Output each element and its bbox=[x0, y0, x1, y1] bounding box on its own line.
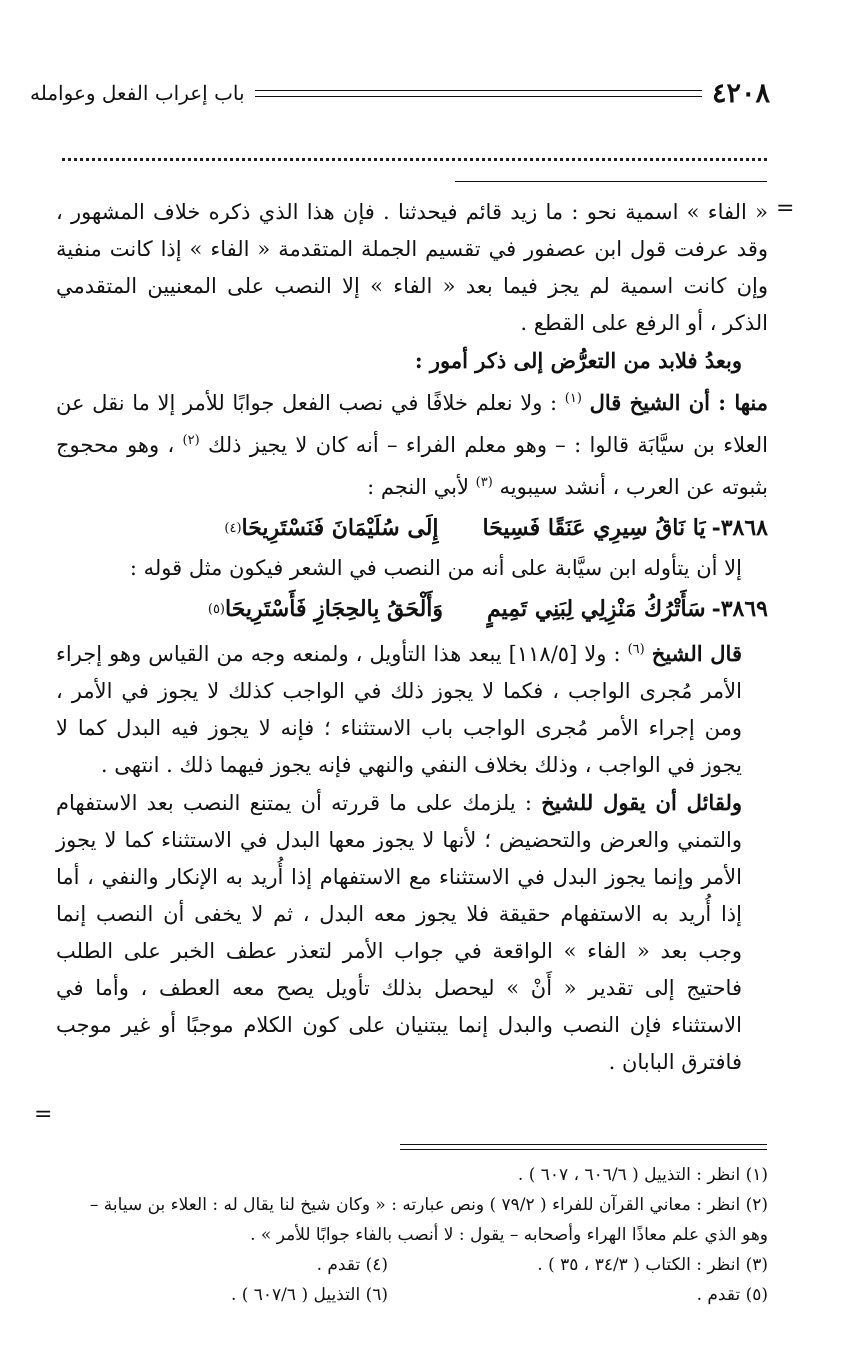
verse-3869 bbox=[56, 587, 768, 631]
verse-number: ٣٨٦٩- bbox=[711, 595, 768, 622]
paragraph-3 bbox=[56, 380, 768, 506]
footnote-ref-2: (٢) bbox=[182, 433, 200, 448]
verse-number: ٣٨٦٨- bbox=[711, 514, 768, 541]
paragraph-1: « الفاء » اسمية نحو : ما زيد قائم فيحدثنا . فإن هذا الذي ذكره خلاف المشهور ، وقد عرفت قول ابن عصفور في تقسيم الجملة المتقدمة « الفاء » إذا كانت منفية وإن كانت اسمية لم يجز فيما بعد « الفاء » إلا النصب على المعنيين المتقدمي الذكر ، أو الرفع على القطع . bbox=[56, 200, 768, 335]
main-text bbox=[56, 194, 768, 1081]
paragraph-3-text-b: ، وهو محجوج بثبوته عن العرب ، أنشد سيبويه bbox=[56, 433, 768, 499]
verse-second-hemistich: إِلَى سُلَيْمَانَ فَنَسْتَرِيحَا bbox=[241, 514, 439, 541]
paragraph-2 bbox=[56, 342, 768, 380]
footnote-6: (٦) التذييل ( ٦٠٧/٦ ) . bbox=[230, 1285, 388, 1305]
header-double-rule bbox=[255, 90, 702, 97]
verse-first-hemistich: يَا نَاقُ سِيرِي عَنَقًا فَسِيحَا bbox=[482, 514, 706, 541]
footnote-2: (٢) انظر : معاني القرآن للفراء ( ٧٩/٢ ) ونص عبارته : « وكان شيخ لنا يقال له : العلاء بن سيابة – bbox=[89, 1195, 768, 1215]
footnote-ref-5: (٥) bbox=[207, 601, 225, 617]
chapter-title: باب إعراب الفعل وعوامله bbox=[30, 81, 245, 105]
paragraph-4: إلا أن يتأوله ابن سيَّابة على أنه من النصب في الشعر فيكون مثل قوله : bbox=[129, 556, 742, 580]
footnote-ref-3: (٣) bbox=[475, 475, 493, 490]
paragraph-5 bbox=[56, 631, 768, 784]
paragraph-6-lead: ولقائل أن يقول للشيخ bbox=[541, 790, 742, 815]
paragraph-3-text-c: لأبي النجم : bbox=[367, 475, 476, 499]
footnote-ref-4: (٤) bbox=[224, 520, 242, 536]
continuation-mark-bottom: = bbox=[34, 1102, 53, 1127]
footnote-ref-1: (١) bbox=[564, 391, 582, 406]
section-rule bbox=[455, 181, 767, 182]
verse-first-hemistich: سَأَتْرُكُ مَنْزِلِي لِبَنِي تَمِيمٍ bbox=[487, 595, 706, 622]
footnote-1: (١) انظر : التذييل ( ٦٠٦/٦ ، ٦٠٧ ) . bbox=[517, 1165, 768, 1185]
paragraph-3-lead: منها : أن الشيخ قال bbox=[589, 390, 768, 415]
footnote-row-3-4 bbox=[40, 1250, 768, 1280]
paragraph-5-lead: قال الشيخ bbox=[651, 641, 742, 666]
verse-second-hemistich: وَأَلْحَقُ بِالحِجَازِ فَأَسْتَرِيحَا bbox=[225, 595, 444, 622]
footnote-3: (٣) انظر : الكتاب ( ٣٤/٣ ، ٣٥ ) . bbox=[537, 1255, 768, 1275]
footnote-2-continued: وهو الذي علم معاذًا الهراء وأصحابه – يقول : لا أنصب بالفاء جوابًا للأمر » . bbox=[250, 1225, 768, 1245]
paragraph-3-text-a: : ولا نعلم خلافًا في نصب الفعل جوابًا للأمر إلا ما نقل عن العلاء بن سيَّابَة قالوا : – وهو معلم الفراء – أنه كان لا يجيز ذلك bbox=[56, 391, 768, 457]
continuation-mark-top: = bbox=[776, 196, 795, 221]
running-header bbox=[30, 76, 770, 110]
dotted-separator bbox=[62, 144, 767, 161]
verse-3868 bbox=[56, 506, 768, 550]
footnote-row-5-6 bbox=[40, 1280, 768, 1310]
footnote-ref-6: (٦) bbox=[627, 642, 645, 657]
paragraph-2-text: وبعدُ فلابد من التعرُّض إلى ذكر أمور : bbox=[414, 348, 742, 373]
paragraph-6-text: : يلزمك على ما قررته أن يمتنع النصب بعد الاستفهام والتمني والعرض والتحضيض ؛ لأنها لا يجوز معها البدل في الاستثناء كما لا يجوز الأمر وإنما يجوز البدل في الاستثناء مع الاستفهام إذا أُريد به الإنكار والنفي ، أما إذا أُريد به الاستفهام حقيقة فلا يجوز معه البدل ، ثم لا يخفى أن النصب إنما وجب بعد « الفاء » الواقعة في جواب الأمر لتعذر عطف الخبر على الطلب فاحتيج إلى تقدير « أَنْ » ليحصل بذلك تأويل يصح معه العطف ، وأما في الاستثناء فإن النصب والبدل إنما يبتنيان على كون الكلام موجبًا أو غير موجب فافترق البابان . bbox=[56, 791, 742, 1074]
footnotes bbox=[40, 1160, 768, 1310]
footnote-4: (٤) تقدم . bbox=[316, 1255, 388, 1275]
footnote-rule bbox=[400, 1144, 767, 1150]
footnote-5: (٥) تقدم . bbox=[696, 1285, 768, 1305]
page-number: ٤٢٠٨ bbox=[711, 77, 770, 109]
paragraph-5-text: : ولا [١١٨/٥] يبعد هذا التأويل ، ولمنعه وجه من القياس وهو إجراء الأمر مُجرى الواجب ، فكما لا يجوز ذلك في الواجب كذلك لا يجوز في الأمر ، ومن إجراء الأمر مُجرى الواجب باب الاستثناء ؛ فإنه لا يجوز فيه البدل كما لا يجوز في الواجب ، وذلك بخلاف النفي والنهي فإنه يجوز فيهما ذلك . انتهى . bbox=[56, 642, 742, 777]
paragraph-6 bbox=[56, 784, 768, 1081]
